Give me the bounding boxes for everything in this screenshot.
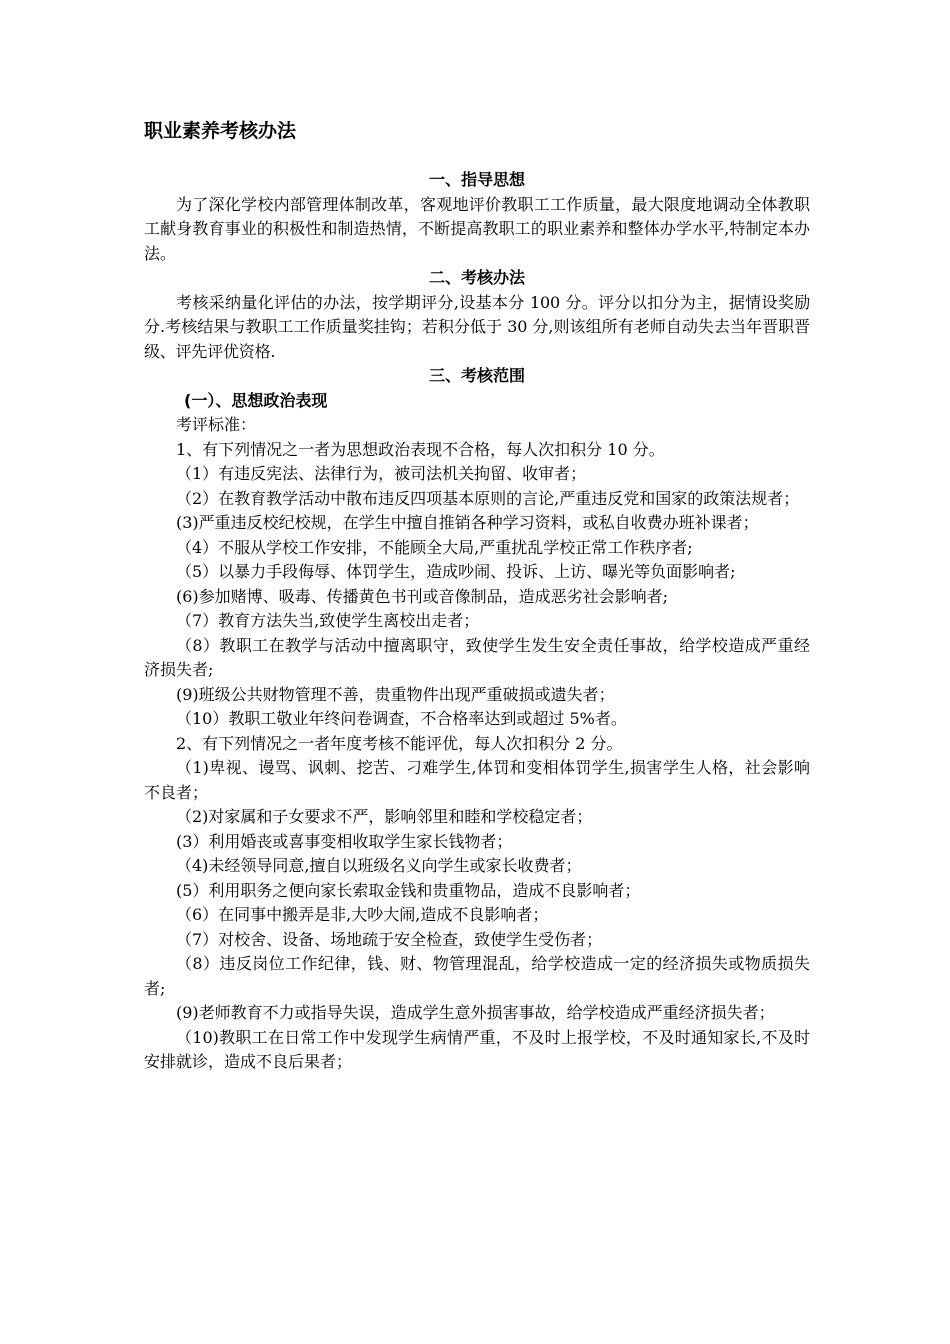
list-item: (9)老师教育不力或指导失误，造成学生意外损害事故，给学校造成严重经济损失者； xyxy=(176,1003,775,1022)
list-item: (3）利用婚丧或喜事变相收取学生家长钱物者； xyxy=(176,831,513,851)
list-item: （2）在教育教学活动中散布违反四项基本原则的言论,严重违反党和国家的政策法规者； xyxy=(176,488,800,508)
list-item: （7）教育方法失当,致使学生离校出走者； xyxy=(176,611,480,630)
paragraph-guiding-thought: 为了深化学校内部管理体制改革，客观地评价教职工工作质量，最大限度地调动全体教职工献身教育事业的积极性和制造热情，不断提高教职工的职业素养和整体办学水平,特制定本办法。 xyxy=(144,194,810,263)
document-page xyxy=(144,118,810,1075)
section-heading-assessment-scope: 三、考核范围 xyxy=(428,366,525,385)
list-item: （8）教职工在教学与活动中擅离职守，致使学生发生安全责任事故，给学校造成严重经济损失者; xyxy=(144,635,810,679)
group2-intro: 2、有下列情况之一者年度考核不能评优，每人次扣积分 2 分。 xyxy=(176,733,623,753)
list-item: （7）对校舍、设备、场地疏于安全检查，致使学生受伤者； xyxy=(176,929,603,949)
list-item: (5）利用职务之便向家长索取金钱和贵重物品，造成不良影响者； xyxy=(176,880,641,900)
list-item: (6)参加赌博、吸毒、传播黄色书刊或音像制品，造成恶劣社会影响者; xyxy=(176,586,669,606)
list-item: （1）有违反宪法、法律行为，被司法机关拘留、收审者； xyxy=(176,464,587,483)
list-item: (3)严重违反校纪校规，在学生中擅自推销各种学习资料，或私自收费办班补课者； xyxy=(176,513,759,532)
section-heading-assessment-method: 二、考核办法 xyxy=(428,268,525,287)
list-item: （5）以暴力手段侮辱、体罚学生，造成吵闹、投诉、上访、曝光等负面影响者; xyxy=(176,562,736,581)
section-heading-guiding-thought: 一、指导思想 xyxy=(428,170,525,189)
list-item: （10)教职工在日常工作中发现学生病情严重，不及时上报学校，不及时通知家长,不及时安排就诊，造成不良后果者； xyxy=(144,1027,810,1071)
list-item: （8）违反岗位工作纪律，钱、财、物管理混乱，给学校造成一定的经济损失或物质损失者; xyxy=(144,954,810,998)
list-item: （1)卑视、谩骂、讽刺、挖苦、刁难学生,体罚和变相体罚学生,损害学生人格，社会影响不良者； xyxy=(144,758,810,802)
list-item: （4)未经领导同意,擅自以班级名义向学生或家长收费者； xyxy=(176,856,582,875)
criteria-label: 考评标准： xyxy=(176,415,257,434)
list-item: （6）在同事中搬弄是非,大吵大闹,造成不良影响者； xyxy=(176,905,549,924)
list-item: （4）不服从学校工作安排，不能顾全大局,严重扰乱学校正常工作秩序者; xyxy=(176,537,693,557)
group1-intro: 1、有下列情况之一者为思想政治表现不合格，每人次扣积分 10 分。 xyxy=(176,439,665,459)
list-item: (9)班级公共财物管理不善，贵重物件出现严重破损或遗失者； xyxy=(176,684,615,704)
paragraph-assessment-method: 考核采纳量化评估的办法，按学期评分,设基本分 100 分。评分以扣分为主，据情设奖励分.考核结果与教职工工作质量奖挂钩；若积分低于 30 分,则该组所有老师自动失去当年晋职晋级、评先评优资格. xyxy=(144,292,810,361)
subheading-political-performance: (一）、思想政治表现 xyxy=(184,390,328,410)
list-item: （2)对家属和子女要求不严，影响邻里和睦和学校稳定者； xyxy=(176,807,593,826)
document-title: 职业素养考核办法 xyxy=(144,120,297,142)
list-item: （10）教职工敬业年终问卷调查，不合格率达到或超过 5%者。 xyxy=(176,709,627,728)
